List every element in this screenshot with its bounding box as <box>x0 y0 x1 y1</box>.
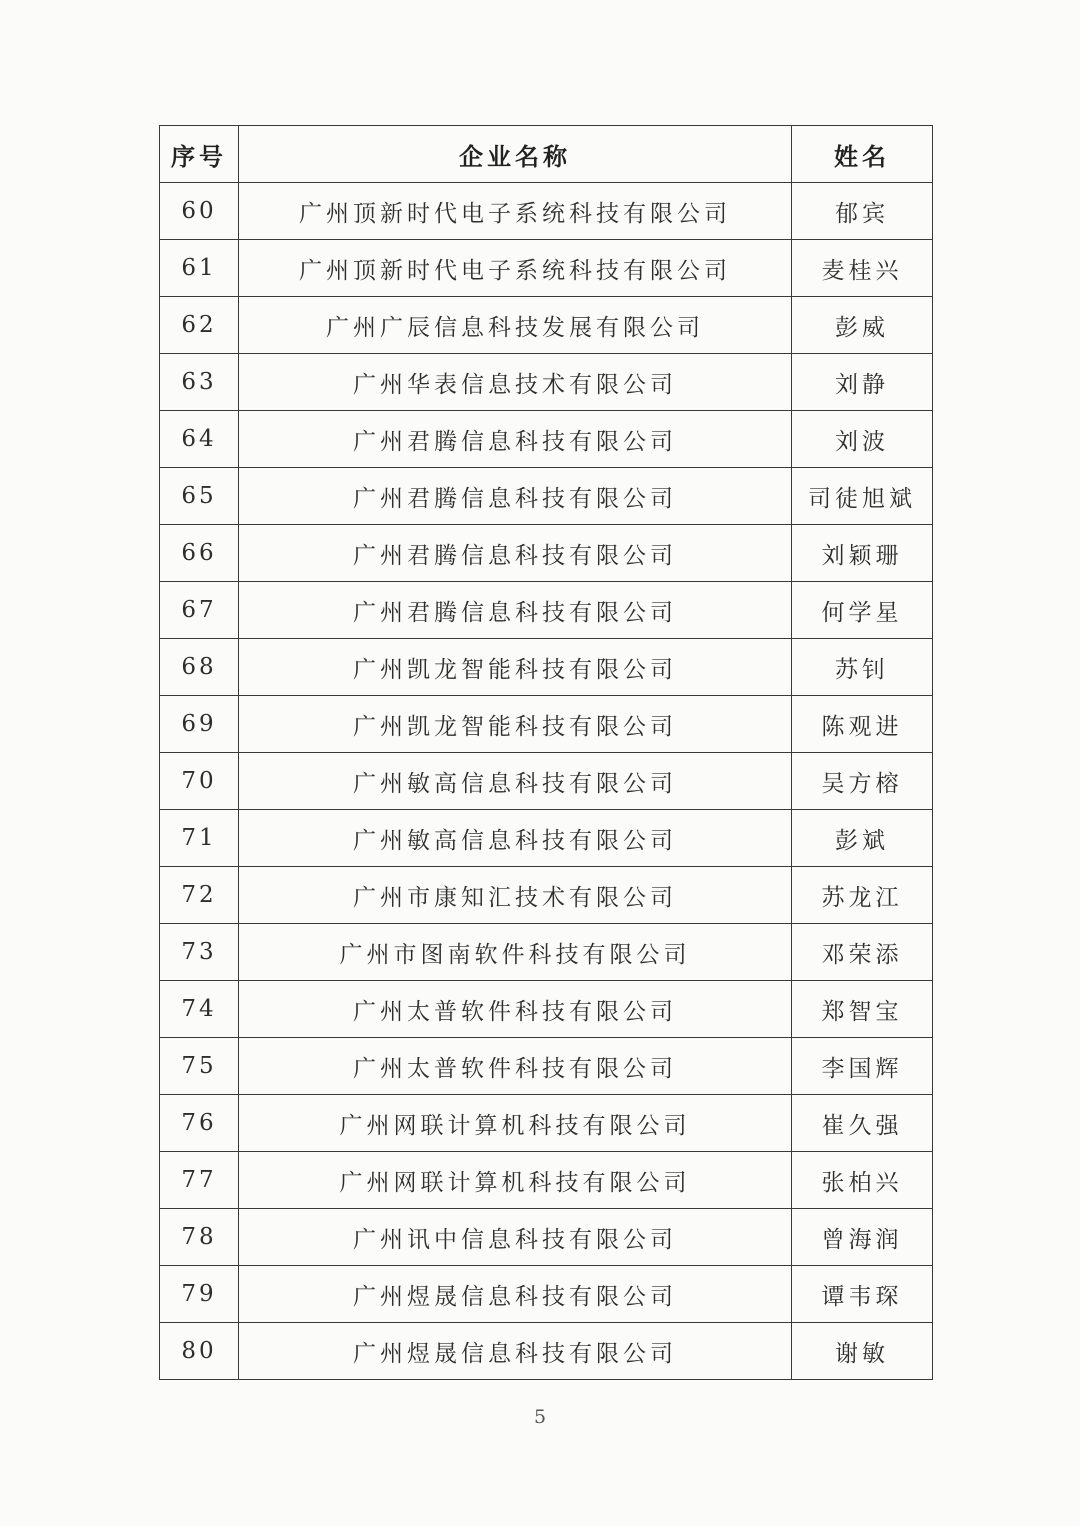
company-name-cell: 广州太普软件科技有限公司 <box>239 981 792 1038</box>
company-name-cell: 广州敏高信息科技有限公司 <box>239 810 792 867</box>
header-person-name: 姓名 <box>792 126 933 183</box>
table-row <box>160 981 933 1038</box>
table-row <box>160 411 933 468</box>
person-name-cell: 张柏兴 <box>792 1152 933 1209</box>
company-name-cell: 广州网联计算机科技有限公司 <box>239 1095 792 1152</box>
company-name-cell: 广州顶新时代电子系统科技有限公司 <box>239 240 792 297</box>
company-name-cell: 广州网联计算机科技有限公司 <box>239 1152 792 1209</box>
table-row <box>160 582 933 639</box>
company-name-cell: 广州凯龙智能科技有限公司 <box>239 696 792 753</box>
table-row <box>160 810 933 867</box>
serial-number-cell: 64 <box>160 411 239 468</box>
table-row <box>160 1095 933 1152</box>
company-name-cell: 广州广辰信息科技发展有限公司 <box>239 297 792 354</box>
table-row <box>160 1038 933 1095</box>
person-name-cell: 吴方榕 <box>792 753 933 810</box>
serial-number-cell: 76 <box>160 1095 239 1152</box>
table-row <box>160 1209 933 1266</box>
serial-number-cell: 70 <box>160 753 239 810</box>
person-name-cell: 司徒旭斌 <box>792 468 933 525</box>
serial-number-cell: 69 <box>160 696 239 753</box>
serial-number-cell: 67 <box>160 582 239 639</box>
table-row <box>160 696 933 753</box>
person-name-cell: 崔久强 <box>792 1095 933 1152</box>
table-row <box>160 354 933 411</box>
person-name-cell: 苏龙江 <box>792 867 933 924</box>
person-name-cell: 苏钊 <box>792 639 933 696</box>
table-row <box>160 924 933 981</box>
header-serial-number: 序号 <box>160 126 239 183</box>
table-row <box>160 525 933 582</box>
person-name-cell: 刘颖珊 <box>792 525 933 582</box>
table-row <box>160 468 933 525</box>
company-name-cell: 广州顶新时代电子系统科技有限公司 <box>239 183 792 240</box>
person-name-cell: 谢敏 <box>792 1323 933 1380</box>
company-name-cell: 广州君腾信息科技有限公司 <box>239 525 792 582</box>
table-row <box>160 240 933 297</box>
company-name-cell: 广州太普软件科技有限公司 <box>239 1038 792 1095</box>
person-name-cell: 郁宾 <box>792 183 933 240</box>
person-name-cell: 李国辉 <box>792 1038 933 1095</box>
company-name-cell: 广州市康知汇技术有限公司 <box>239 867 792 924</box>
person-name-cell: 曾海润 <box>792 1209 933 1266</box>
serial-number-cell: 61 <box>160 240 239 297</box>
company-name-cell: 广州君腾信息科技有限公司 <box>239 468 792 525</box>
company-name-cell: 广州讯中信息科技有限公司 <box>239 1209 792 1266</box>
serial-number-cell: 74 <box>160 981 239 1038</box>
page-number: 5 <box>533 1406 547 1428</box>
person-name-cell: 郑智宝 <box>792 981 933 1038</box>
table-row <box>160 183 933 240</box>
serial-number-cell: 60 <box>160 183 239 240</box>
serial-number-cell: 72 <box>160 867 239 924</box>
personnel-table <box>159 125 933 1380</box>
company-name-cell: 广州华表信息技术有限公司 <box>239 354 792 411</box>
person-name-cell: 刘波 <box>792 411 933 468</box>
person-name-cell: 彭斌 <box>792 810 933 867</box>
person-name-cell: 麦桂兴 <box>792 240 933 297</box>
person-name-cell: 彭威 <box>792 297 933 354</box>
table-row <box>160 753 933 810</box>
company-name-cell: 广州君腾信息科技有限公司 <box>239 582 792 639</box>
company-name-cell: 广州市图南软件科技有限公司 <box>239 924 792 981</box>
serial-number-cell: 62 <box>160 297 239 354</box>
person-name-cell: 邓荣添 <box>792 924 933 981</box>
table-row <box>160 297 933 354</box>
serial-number-cell: 68 <box>160 639 239 696</box>
serial-number-cell: 75 <box>160 1038 239 1095</box>
serial-number-cell: 66 <box>160 525 239 582</box>
company-name-cell: 广州君腾信息科技有限公司 <box>239 411 792 468</box>
table-row <box>160 639 933 696</box>
serial-number-cell: 71 <box>160 810 239 867</box>
table-row <box>160 1152 933 1209</box>
table-row <box>160 1266 933 1323</box>
company-name-cell: 广州敏高信息科技有限公司 <box>239 753 792 810</box>
table-body <box>160 183 933 1380</box>
serial-number-cell: 77 <box>160 1152 239 1209</box>
serial-number-cell: 73 <box>160 924 239 981</box>
serial-number-cell: 80 <box>160 1323 239 1380</box>
company-name-cell: 广州煜晟信息科技有限公司 <box>239 1266 792 1323</box>
serial-number-cell: 78 <box>160 1209 239 1266</box>
serial-number-cell: 65 <box>160 468 239 525</box>
table-header-row <box>160 126 933 183</box>
person-name-cell: 刘静 <box>792 354 933 411</box>
person-name-cell: 谭韦琛 <box>792 1266 933 1323</box>
table-row <box>160 1323 933 1380</box>
table-row <box>160 867 933 924</box>
company-name-cell: 广州凯龙智能科技有限公司 <box>239 639 792 696</box>
serial-number-cell: 79 <box>160 1266 239 1323</box>
company-name-cell: 广州煜晟信息科技有限公司 <box>239 1323 792 1380</box>
person-name-cell: 陈观进 <box>792 696 933 753</box>
serial-number-cell: 63 <box>160 354 239 411</box>
person-name-cell: 何学星 <box>792 582 933 639</box>
header-company-name: 企业名称 <box>239 126 792 183</box>
